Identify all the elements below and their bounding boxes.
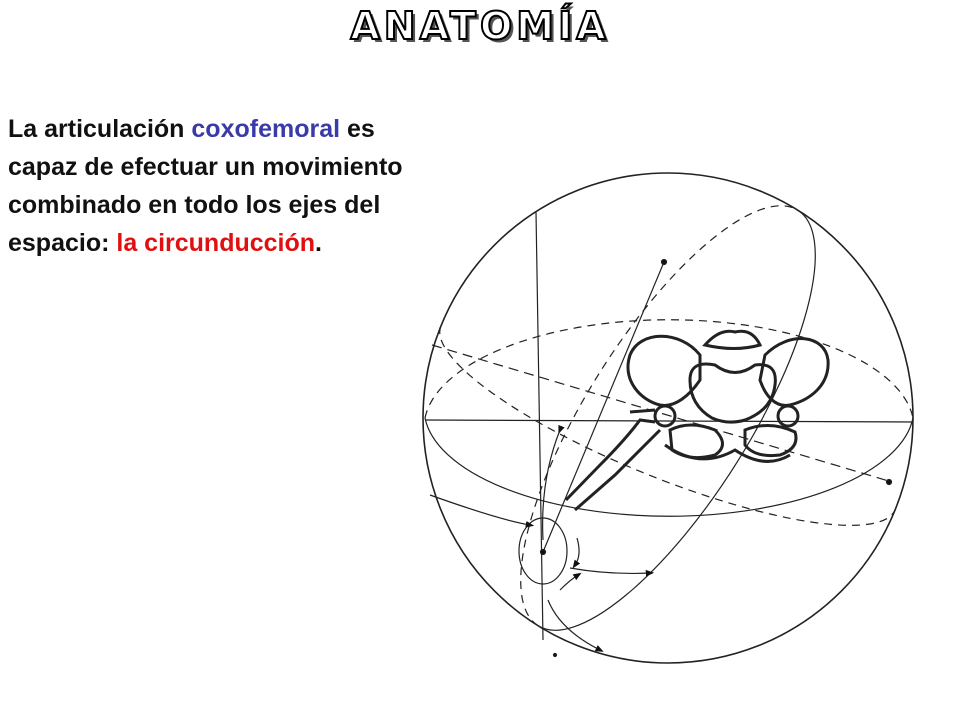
femoral-head-left [655,406,675,426]
oblique-circle-back [418,326,895,565]
sphere-outline [423,173,913,663]
hip-joint-axes-sphere-icon [400,160,940,700]
femur-lower-edge [575,430,660,510]
slide-paragraph [8,110,408,262]
limb-axis [543,262,664,552]
femur-upper-edge [566,420,655,500]
hip-joint-diagram [400,160,940,700]
horizontal-axis [425,420,913,422]
highlight-coxofemoral: coxofemoral [191,115,341,143]
equator-back [425,320,913,418]
obturator-right [745,425,796,455]
slide-title: ANATOMÍA [350,4,610,48]
transverse-axis [432,345,892,482]
highlight-circunduccion: la circunducción [116,229,316,257]
femoral-head-right [778,406,798,426]
paragraph-text-part1: La articulación [8,115,192,143]
tilted-circle-front [538,210,867,669]
vertical-axis [536,212,543,640]
tilted-circle-back [469,167,798,626]
pelvis-left-wing [628,336,700,405]
paragraph-text-part3: . [315,229,322,257]
paragraph-text-part2: es capaz de efectuar un movimiento combinado en todo los ejes del espacio: [8,115,403,257]
sacrum-top [705,331,760,348]
